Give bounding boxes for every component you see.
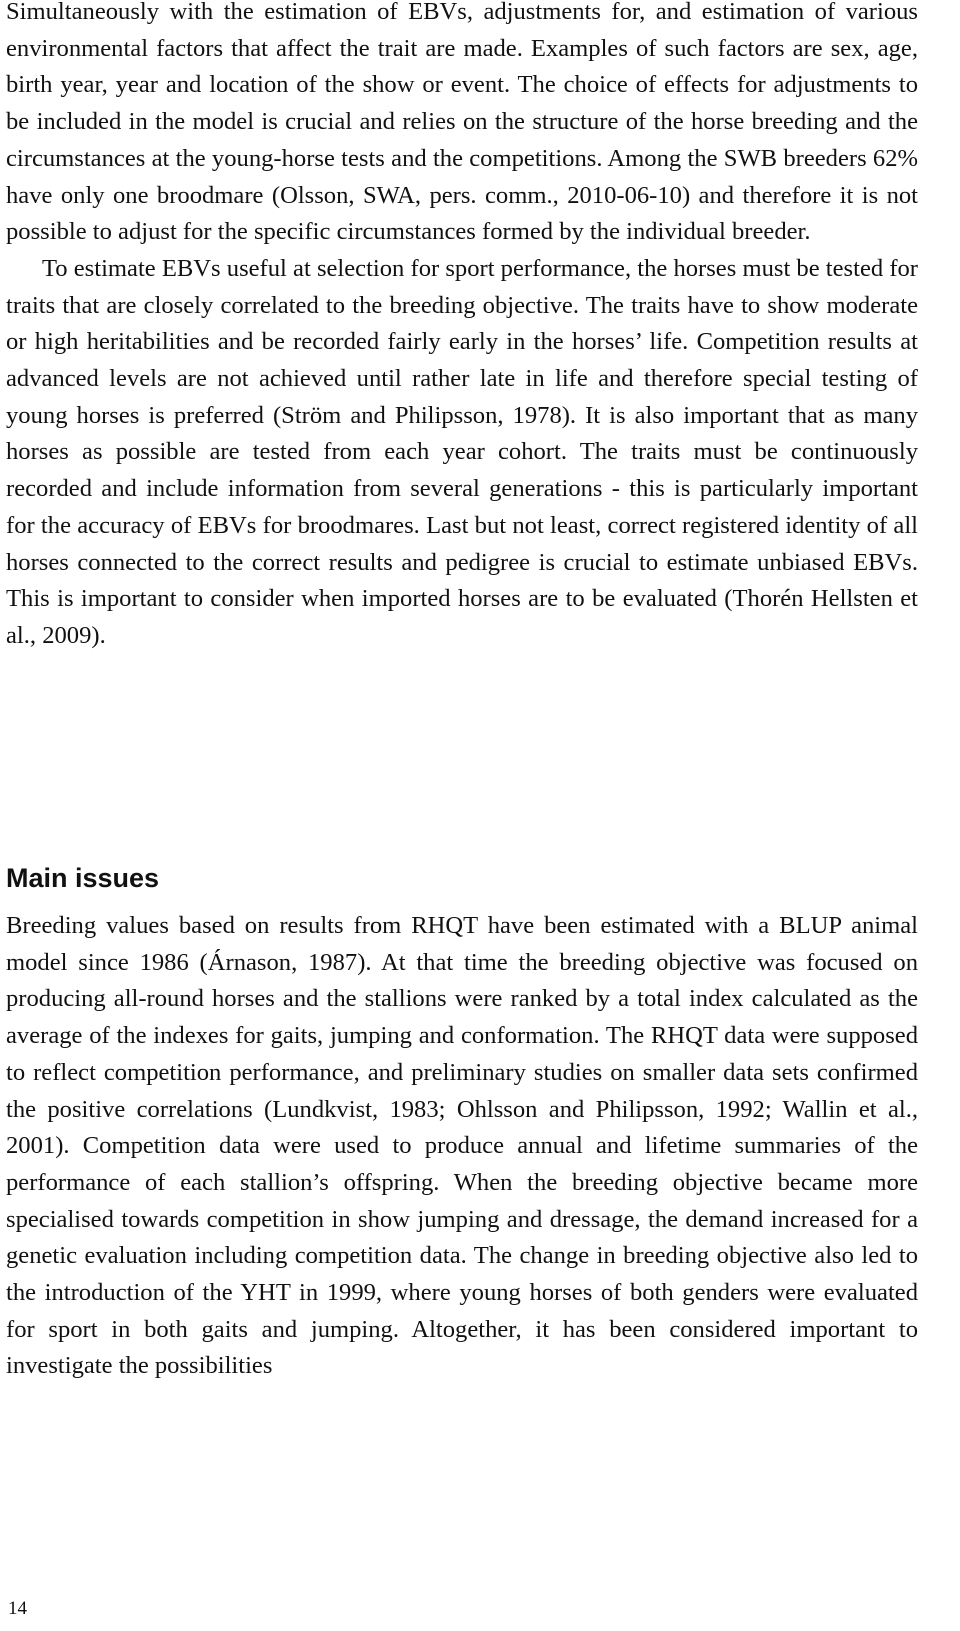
paragraph-ebv-testing: To estimate EBVs useful at selection for sport performance, the horses must be tested for traits that are closely correlated to the breeding objective. The traits have to show moderate or high heritabilities and be recorded fairly early in the horses’ life. Competition results at advanced levels are not achieved until rather late in life and therefore special testing of young horses is preferred (Ström and Philipsson, 1978). It is also important that as many horses as possible are tested from each year cohort. The traits must be continuously recorded and include information from several generations - this is particularly important for the accuracy of EBVs for broodmares. Last but not least, correct registered identity of all horses connected to the correct results and pedigree is crucial to estimate unbiased EBVs. This is important to consider when imported horses are to be evaluated (Thorén Hellsten et al., 2009). xyxy=(6,254,918,649)
document-page xyxy=(6,0,918,1380)
section-heading-main-issues: Main issues xyxy=(6,863,160,893)
page-number: 14 xyxy=(8,1598,27,1619)
section-environmental-factors xyxy=(6,0,918,655)
paragraph-environmental-factors: Simultaneously with the estimation of EBVs, adjustments for, and estimation of various environmental factors that affect the trait are made. Examples of such factors are sex, age, birth year, year and location of the show or event. The choice of effects for adjustments to be included in the model is crucial and relies on the structure of the horse breeding and the circumstances at the young-horse tests and the competitions. Among the SWB breeders 62% have only one broodmare (Olsson, SWA, pers. comm., 2010-06-10) and therefore it is not possible to adjust for the specific circumstances formed by the individual breeder. xyxy=(6,0,918,246)
paragraph-breeding-values: Breeding values based on results from RHQT have been estimated with a BLUP animal model since 1986 (Árnason, 1987). At that time the breeding objective was focused on producing all-round horses and the stallions were ranked by a total index calculated as the average of the indexes for gaits, jumping and conformation. The RHQT data were supposed to reflect competition performance, and preliminary studies on smaller data sets confirmed the positive correlations (Lundkvist, 1983; Ohlsson and Philipsson, 1992; Wallin et al., 2001). Competition data were used to produce annual and lifetime summaries of the performance of each stallion’s offspring. When the breeding objective became more specialised towards competition in show jumping and dressage, the demand increased for a genetic evaluation including competition data. The change in breeding objective also led to the introduction of the YHT in 1999, where young horses of both genders were evaluated for sport in both gaits and jumping. Altogether, it has been considered important to investigate the possibilities xyxy=(6,912,918,1380)
section-main-issues xyxy=(6,908,918,1385)
